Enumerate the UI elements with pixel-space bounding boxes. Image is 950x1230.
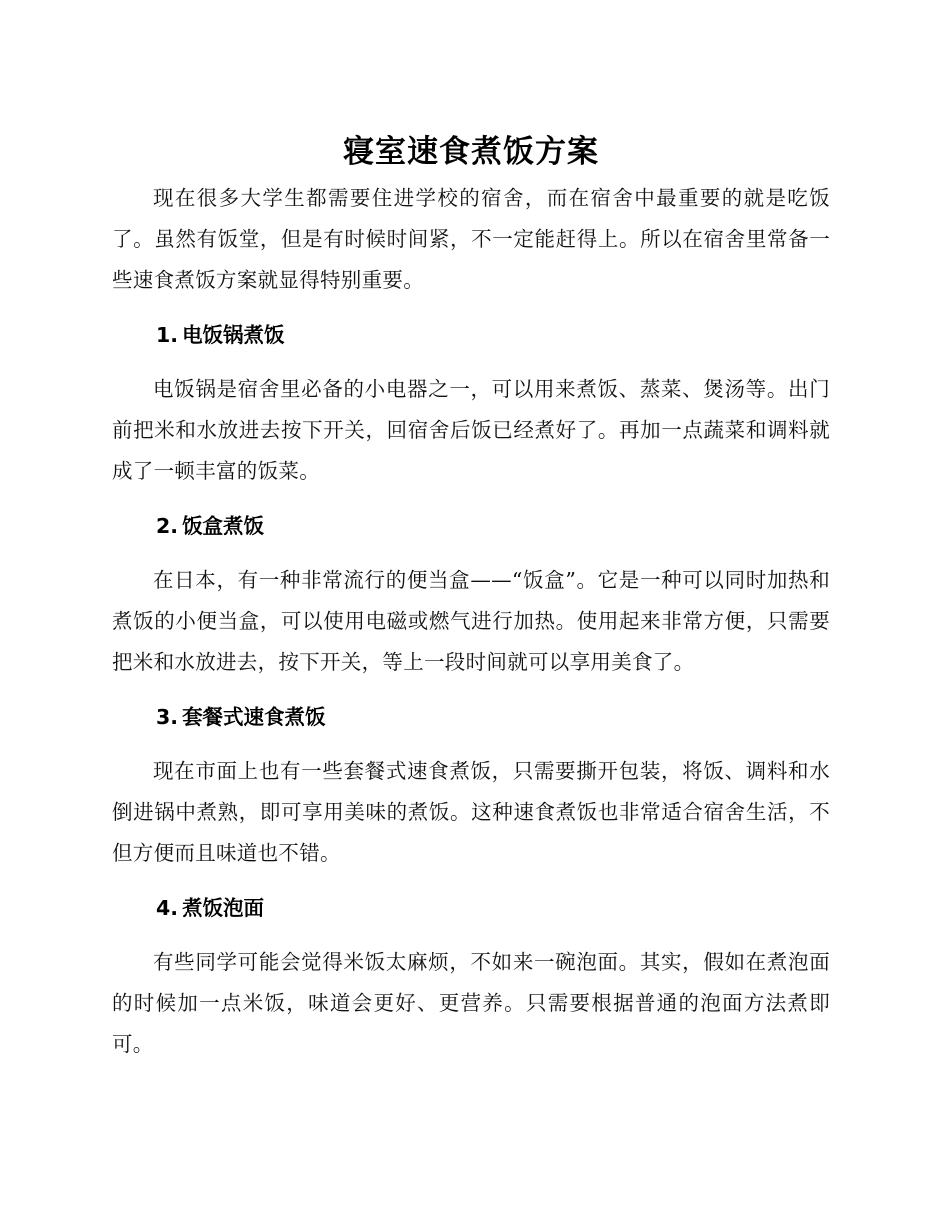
- section-heading: [112, 315, 830, 356]
- section-number: 1.: [156, 323, 179, 347]
- section-4: [112, 888, 830, 1065]
- section-body: 现在市面上也有一些套餐式速食煮饭，只需要撕开包装，将饭、调料和水倒进锅中煮熟，即可享用美味的煮饭。这种速食煮饭也非常适合宿舍生活，不但方便而且味道也不错。: [112, 759, 830, 865]
- section-heading-text: 煮饭泡面: [182, 896, 265, 920]
- section-body: 电饭锅是宿舍里必备的小电器之一，可以用来煮饭、蒸菜、煲汤等。出门前把米和水放进去按下开关，回宿舍后饭已经煮好了。再加一点蔬菜和调料就成了一顿丰富的饭菜。: [112, 377, 830, 483]
- section-1: [112, 315, 830, 492]
- section-heading-text: 饭盒煮饭: [182, 514, 265, 538]
- section-number: 3.: [156, 705, 179, 729]
- section-body: 在日本，有一种非常流行的便当盒——“饭盒”。它是一种可以同时加热和煮饭的小便当盒，可以使用电磁或燃气进行加热。使用起来非常方便，只需要把米和水放进去，按下开关，等上一段时间就可以享用美食了。: [112, 568, 830, 674]
- section-number: 4.: [156, 896, 179, 920]
- section-3: [112, 697, 830, 874]
- section-number: 2.: [156, 514, 179, 538]
- section-heading: [112, 506, 830, 547]
- intro-paragraph: 现在很多大学生都需要住进学校的宿舍，而在宿舍中最重要的就是吃饭了。虽然有饭堂，但是有时候时间紧，不一定能赶得上。所以在宿舍里常备一些速食煮饭方案就显得特别重要。: [112, 186, 830, 292]
- section-heading-text: 电饭锅煮饭: [182, 323, 285, 347]
- section-heading: [112, 888, 830, 929]
- section-body: 有些同学可能会觉得米饭太麻烦，不如来一碗泡面。其实，假如在煮泡面的时候加一点米饭，味道会更好、更营养。只需要根据普通的泡面方法煮即可。: [112, 950, 830, 1056]
- section-heading-text: 套餐式速食煮饭: [182, 705, 326, 729]
- section-2: [112, 506, 830, 683]
- document-title: 寝室速食煮饭方案: [343, 134, 599, 170]
- section-heading: [112, 697, 830, 738]
